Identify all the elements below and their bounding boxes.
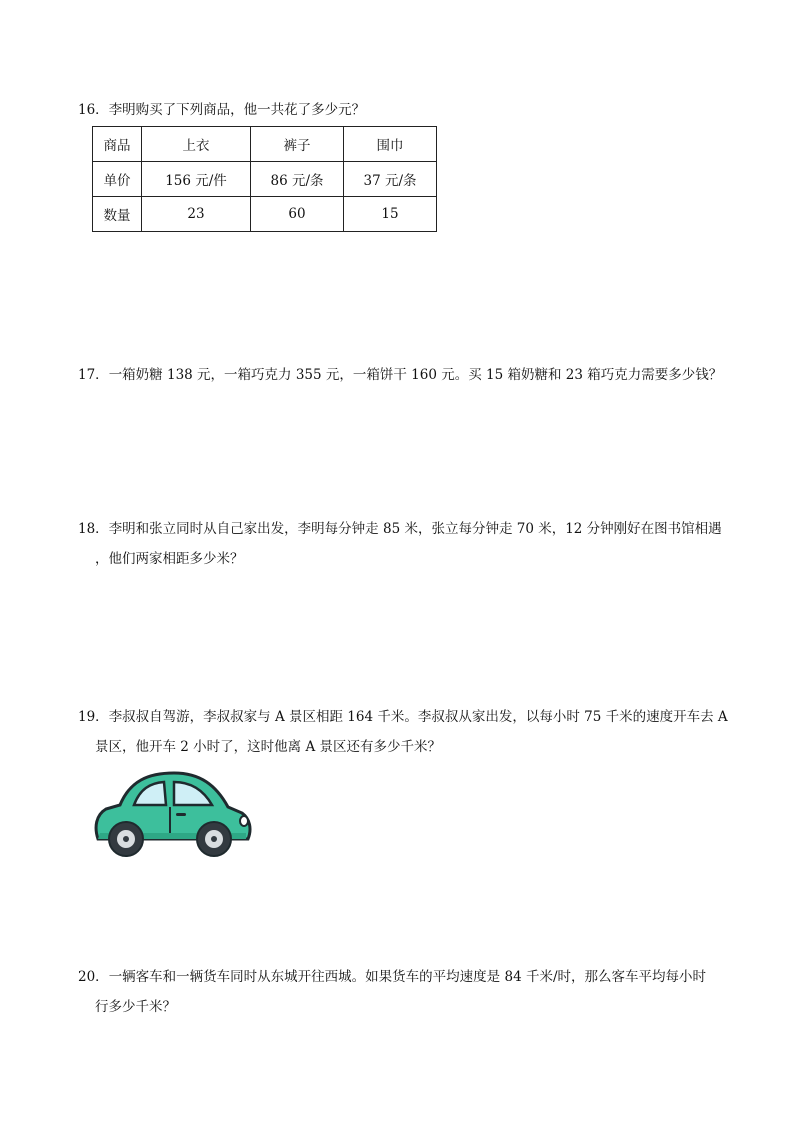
- table-cell: 数量: [93, 197, 142, 232]
- question-18-line-1: [78, 514, 722, 544]
- question-16-line-1: [78, 95, 365, 125]
- question-number: 20．: [78, 969, 109, 985]
- front-wheel: [197, 822, 231, 856]
- question-text: 一辆客车和一辆货车同时从东城开往西城。如果货车的平均速度是 84 千米/时，那么客车平均每小时: [108, 969, 706, 985]
- question-text: 李明购买了下列商品，他一共花了多少元？: [108, 102, 366, 118]
- question-number: 16．: [78, 102, 109, 118]
- table-cell: 围巾: [344, 127, 437, 162]
- question-18: [78, 514, 722, 574]
- question-17-line-1: [78, 360, 722, 390]
- table-cell: 23: [142, 197, 251, 232]
- question-number: 19．: [78, 709, 109, 725]
- question-number: 18．: [78, 521, 109, 537]
- table-cell: 15: [344, 197, 437, 232]
- question-18-line-2: ，他们两家相距多少米？: [95, 551, 244, 567]
- table-row: [93, 197, 437, 232]
- question-number: 17．: [78, 367, 109, 383]
- question-text: 李明和张立同时从自己家出发，李明每分钟走 85 米，张立每分钟走 70 米，12 分钟刚好在图书馆相遇: [108, 521, 722, 537]
- table-cell: 商品: [93, 127, 142, 162]
- question-text: 李叔叔自驾游，李叔叔家与 A 景区相距 164 千米。李叔叔从家出发，以每小时 75 千米的速度开车去 A: [108, 709, 728, 725]
- table-cell: 156 元/件: [142, 162, 251, 197]
- question-20-line-2: 行多少千米？: [95, 999, 176, 1015]
- table-cell: 单价: [93, 162, 142, 197]
- table-row: [93, 162, 437, 197]
- table-cell: 60: [251, 197, 344, 232]
- question-20: [78, 962, 706, 1022]
- question-16: [78, 95, 365, 125]
- table-cell: 37 元/条: [344, 162, 437, 197]
- car-illustration: [90, 767, 254, 860]
- question-19-line-1: [78, 702, 728, 732]
- question-19: [78, 702, 728, 762]
- rear-wheel: [109, 822, 143, 856]
- question-text: 一箱奶糖 138 元，一箱巧克力 355 元，一箱饼干 160 元。买 15 箱奶糖和 23 箱巧克力需要多少钱？: [108, 367, 723, 383]
- goods-table: [92, 126, 437, 232]
- question-20-line-1: [78, 962, 706, 992]
- table-cell: 86 元/条: [251, 162, 344, 197]
- question-19-line-2: 景区，他开车 2 小时了，这时他离 A 景区还有多少千米？: [95, 739, 442, 755]
- table-cell: 上衣: [142, 127, 251, 162]
- question-17: [78, 360, 722, 390]
- table-row: [93, 127, 437, 162]
- table-cell: 裤子: [251, 127, 344, 162]
